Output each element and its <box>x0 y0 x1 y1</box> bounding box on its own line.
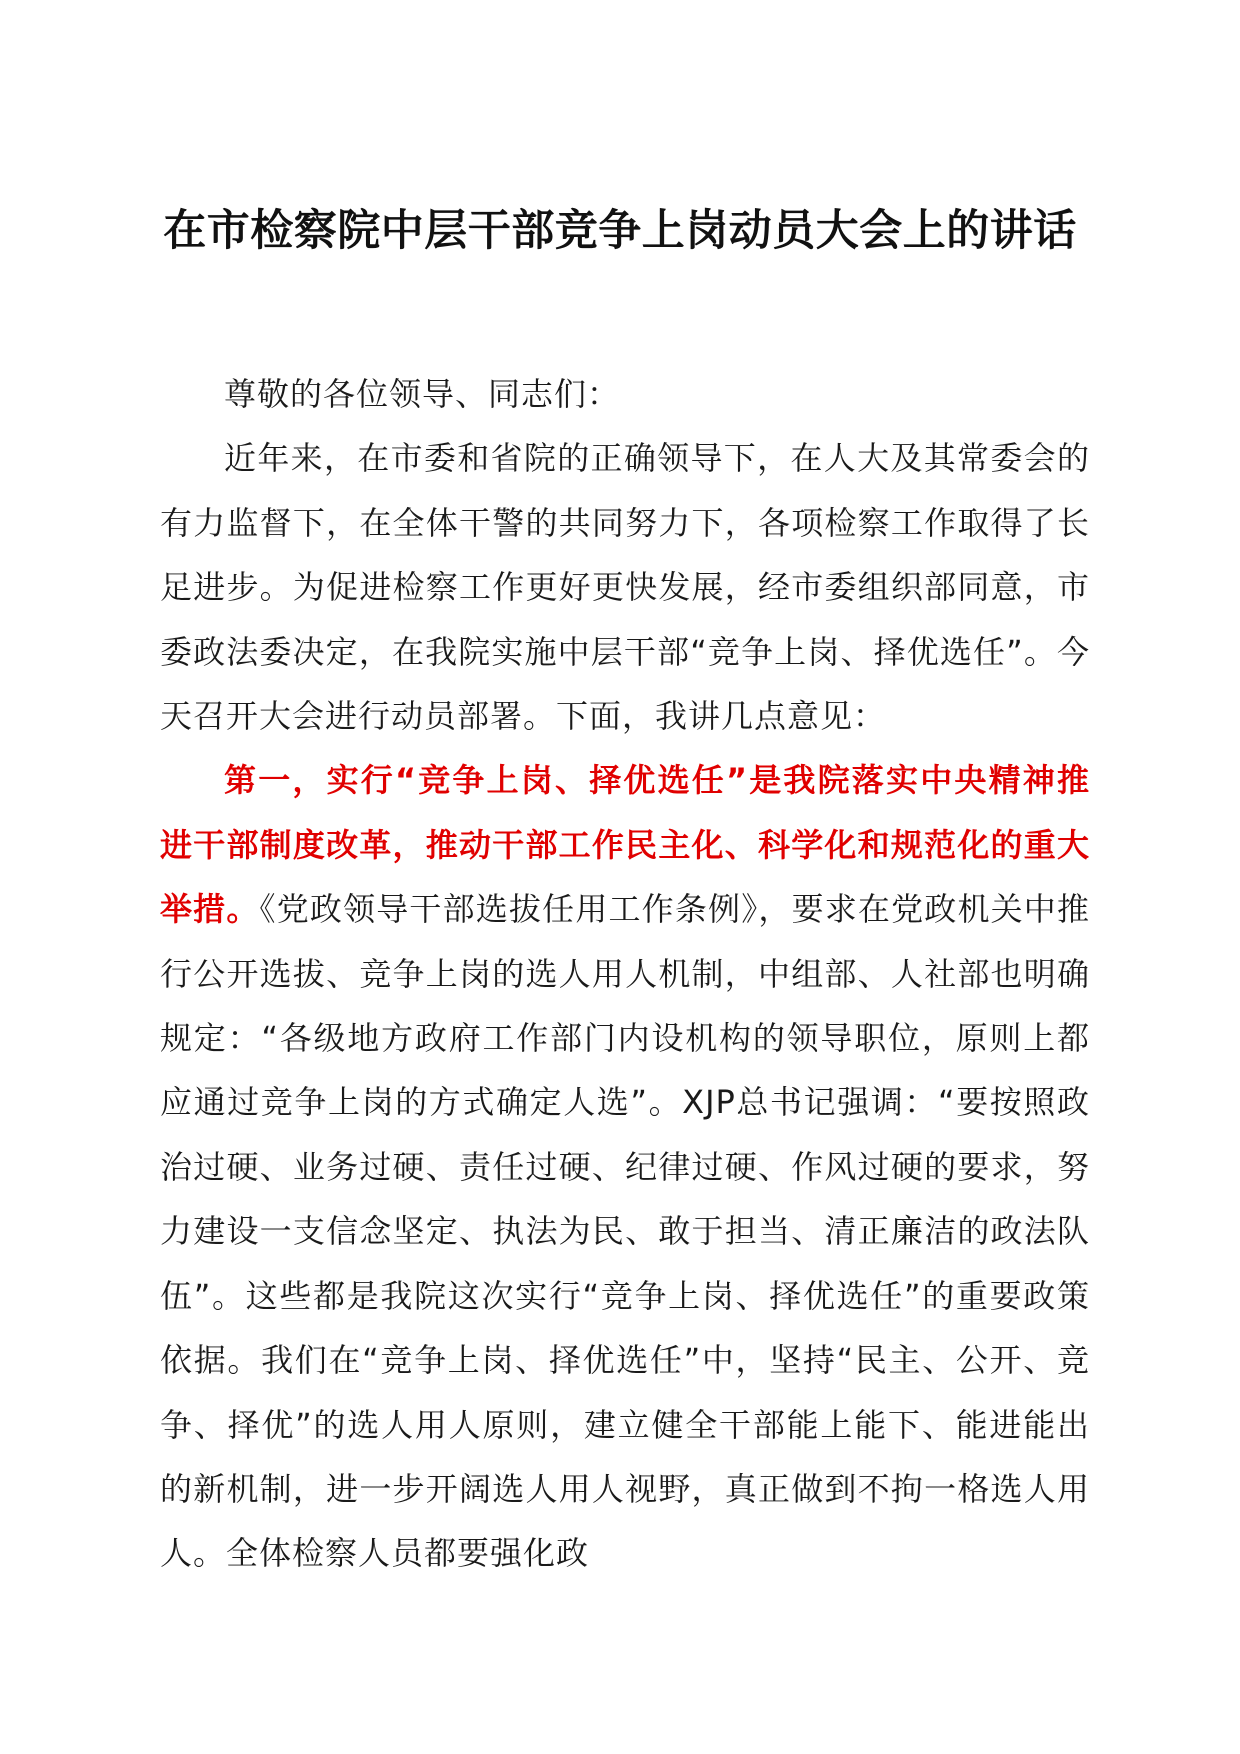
page-title: 在市检察院中层干部竞争上岗动员大会上的讲话 <box>163 206 1077 256</box>
speech-body <box>160 362 1090 1586</box>
paragraph-first-point <box>160 748 1090 1585</box>
paragraph-intro: 近年来，在市委和省院的正确领导下，在人大及其常委会的有力监督下，在全体干警的共同努力下，各项检察工作取得了长足进步。为促进检察工作更好更快发展，经市委组织部同意，市委政法委决定，在我院实施中层干部“竞争上岗、择优选任”。今天召开大会进行动员部署。下面，我讲几点意见： <box>160 439 1090 736</box>
first-point-heading: 第一，实行“竞争上岗、择优选任”是我院落实中央精神推进干部制度改革，推动干部工作民主化、科学化和规范化的重大举措。 <box>160 761 1090 929</box>
first-point-body: 《党政领导干部选拔任用工作条例》，要求在党政机关中推行公开选拔、竞争上岗的选人用人机制，中组部、人社部也明确规定：“各级地方政府工作部门内设机构的领导职位，原则上都应通过竞争上岗的方式确定人选”。XJP总书记强调：“要按照政治过硬、业务过硬、责任过硬、纪律过硬、作风过硬的要求，努力建设一支信念坚定、执法为民、敢于担当、清正廉洁的政法队伍”。这些都是我院这次实行“竞争上岗、择优选任”的重要政策依据。我们在“竞争上岗、择优选任”中，坚持“民主、公开、竞争、择优”的选人用人原则，建立健全干部能上能下、能进能出的新机制，进一步开阔选人用人视野，真正做到不拘一格选人用人。全体检察人员都要强化政 <box>160 890 1090 1573</box>
greeting-line: 尊敬的各位领导、同志们： <box>224 375 621 413</box>
